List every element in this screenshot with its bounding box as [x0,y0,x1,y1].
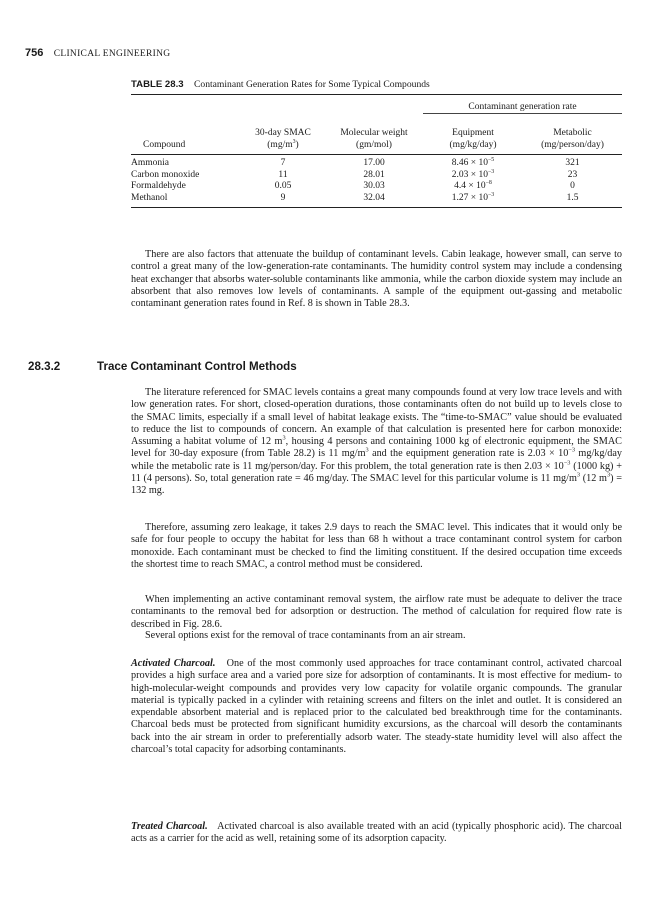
running-header [25,47,170,59]
airflow-paragraph: When implementing an active contaminant removal system, the airflow rate must be adequate to deliver the trace contaminants to the removal bed for adsorption or destruction. The method of calculation for required flow rate is described in Fig. 28.6. [131,594,622,630]
smac-paragraph: The literature referenced for SMAC levels contains a great many compounds found at very low trace levels and with low generation rates. For short, closed-operation durations, those contaminants often do not build up to levels close to the SMAC limits, especially if a small level of habitat leakage exists. The “time-to-SMAC” value should be evaluated to reduce the list to compounds of concern. An example of that calculation is presented here for carbon monoxide: Assuming a habitat volume of 12 $m^3$, housing 4 persons and containing 1000 kg of electronic equipment, the SMAC level for 30-day exposure (from Table 28.2) is 11 $mg/m^3$ and the equipment generation rate is $2.03 \times 10^{-3}$ mg/kg/day while the metabolic rate is 11 mg/person/day. For this problem, the total generation rate is then $2.03 \times 10^{-3}$ (1000 kg) + 11 (4 persons). So, total generation rate = 46 mg/day. The SMAC level for this particular volume is 11 $mg/m^3$ (12 $m^3) = 132$ mg. [131,387,623,497]
cell-equipment-rate: $4.4 \times 10^{-8}$ [454,179,492,191]
column-header-compound: Compound [131,140,241,155]
cell-molecular-weight: 30.03 [363,181,385,191]
activated-charcoal-title: Activated Charcoal. [131,658,216,669]
activated-charcoal-paragraph: Activated Charcoal. One of the most commonly used approaches for trace contaminant control, activated charcoal provides a high surface area and a varied pore size for adsorption of contaminants. It is most effective for medium- to high-molecular-weight compounds and provides very low capacity for volatile organic compounds. The granular material is typically packed in a cylinder with retaining screens and filters on the inlet and outlet. It is considered an expendable absorbent material and is replaced prior to the calculated bed breakthrough time for the contaminants. Charcoal beds must be protected from significant humidity excursions, as the charcoal will desorb the contaminants back into the air stream in order to preferentially adsorb water. The steady-state humidity level will also affect the charcoal’s total capacity for adsorbing contaminants. [131,658,622,756]
cell-equipment-rate: $8.46 \times 10^{-5}$ [451,156,495,168]
column-header-line2: (gm/mol) [325,140,423,155]
zero-leakage-paragraph: Therefore, assuming zero leakage, it takes 2.9 days to reach the SMAC level. This indicates that it would only be safe for four people to occupy the habitat for less than 68 h without a trace contaminant control system for carbon monoxide. Each contaminant must be checked to find the limiting constituent. If the desired occupation time exceeds the shortest time to reach SMAC, a control method must be considered. [131,522,622,570]
intro-paragraph: There are also factors that attenuate the buildup of contaminant levels. Cabin leakage, however small, can serve to control a great many of the low-generation-rate contaminants. The humidity control system may include a condensing heat exchanger that absorbs water-soluble contaminants like ammonia, while the carbon dioxide system may include an absorbent that also removes low levels of contaminants. A sample of the equipment out-gassing and metabolic contaminant generation rates found in Ref. 8 is shown in Table 28.3. [131,249,622,310]
column-header-line1: Equipment [452,128,494,138]
cell-equipment-rate: $2.03 \times 10^{-3}$ [451,168,495,180]
cell-metabolic-rate: 1.5 [523,193,622,208]
column-header-line1 [131,114,241,140]
treated-charcoal-title: Treated Charcoal. [131,821,208,832]
column-header-line1: 30-day SMAC [255,128,311,138]
contaminant-table [131,94,622,208]
cell-metabolic-rate: 23 [567,169,578,180]
table-row [131,170,622,182]
section-title: Trace Contaminant Control Methods [97,360,297,373]
cell-smac: 11 [278,169,288,180]
column-header-line1: Molecular weight [340,128,408,138]
table-row [131,193,622,208]
options-paragraph: Several options exist for the removal of trace contaminants from an air stream. [145,630,466,641]
cell-compound: Carbon monoxide [131,169,200,180]
table-caption [131,79,430,90]
table-label: TABLE 28.3 [131,79,184,90]
page-number: 756 [25,47,44,59]
cell-molecular-weight: 17.00 [363,158,385,168]
column-header-line1: Metabolic [553,128,592,138]
cell-smac: 0.05 [274,181,292,191]
cell-compound: Formaldehyde [131,181,186,191]
cell-smac: 9 [241,193,325,208]
group-header: Contaminant generation rate [423,95,622,114]
table-caption-text: Contaminant Generation Rates for Some Typical Compounds [194,79,430,90]
cell-metabolic-rate: 0 [570,181,575,191]
cell-smac: 7 [280,158,286,168]
column-header-line2: (mg/kg/day) [423,140,523,155]
column-header-smac-unit: $(mg/m^3)$ [241,140,325,155]
cell-metabolic-rate: 321 [565,158,580,168]
treated-charcoal-paragraph: Treated Charcoal. Activated charcoal is also available treated with an acid (typically phosphoric acid). The charcoal acts as a carrier for the acid as well, retaining some of its adsorption capacity. [131,821,622,845]
table-row [131,181,622,193]
cell-molecular-weight: 32.04 [325,193,423,208]
running-head-title: CLINICAL ENGINEERING [53,49,171,59]
column-header-line2: (mg/person/day) [523,140,622,155]
cell-compound: Ammonia [131,158,169,168]
table-row [131,155,622,170]
cell-molecular-weight: 28.01 [363,169,385,180]
cell-compound: Methanol [131,193,241,208]
cell-equipment-rate: $1.27 \times 10^{-3}$ [423,193,523,208]
section-number: 28.3.2 [28,360,61,373]
